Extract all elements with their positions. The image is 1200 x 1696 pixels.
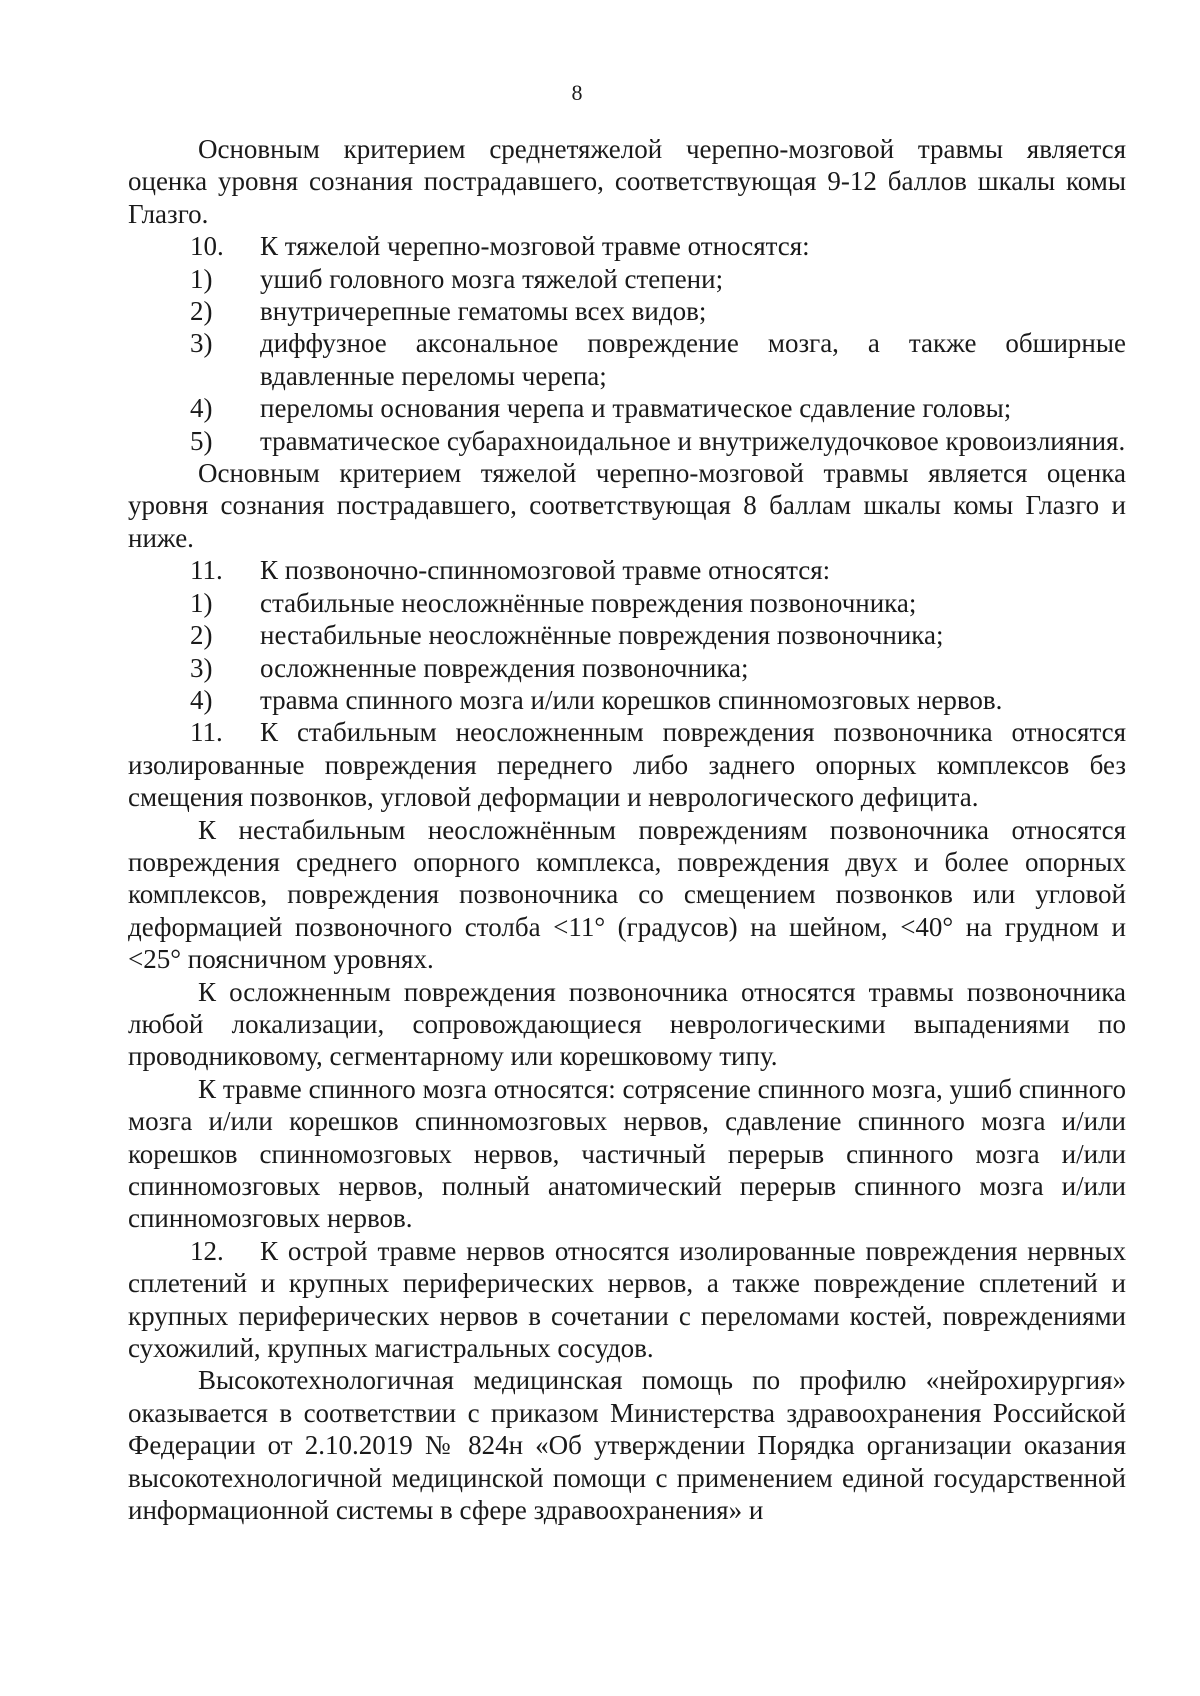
list-item-text: травматическое субарахноидальное и внутрижелудочковое кровоизлияния. [260,425,1126,456]
section-text: К стабильным неосложненным повреждения позвоночника относятся изолированные повреждения переднего либо заднего опорных комплексов без смещения позвонков, угловой деформации и неврологического дефицита. [128,717,1126,813]
list-item [128,684,1126,716]
section-number: 11. [190,717,223,748]
section-11b-paragraph [128,716,1126,813]
list-item-text: травма спинного мозга и/или корешков спинномозговых нервов. [260,684,1003,715]
list-item-number: 1) [190,587,213,618]
list-item-text: диффузное аксональное повреждение мозга, а также обширные вдавленные переломы черепа; [260,328,1126,391]
section-text: К позвоночно-спинномозговой травме относятся: [260,555,831,586]
list-item [128,263,1126,295]
list-item [128,425,1126,457]
list-item [128,652,1126,684]
list-item-number: 5) [190,425,213,456]
section-11-list [128,587,1126,717]
list-item-number: 3) [190,328,213,359]
list-item-number: 3) [190,652,213,683]
section-11-heading [128,554,1126,586]
list-item-text: переломы основания черепа и травматическое сдавление головы; [260,393,1012,424]
paragraph-unstable-injuries: К нестабильным неосложнённым повреждениям позвоночника относятся повреждения среднего опорного комплекса, повреждения двух и более опорных комплексов, повреждения позвоночника со смещением позвонков или угловой деформацией позвоночного столба <11° (градусов) на шейном, <40° на грудном и <25° поясничном уровнях. [128,814,1126,975]
list-item-number: 2) [190,620,213,651]
section-number: 10. [190,231,224,262]
list-item [128,327,1126,392]
paragraph-severe-tbi-criterion: Основным критерием тяжелой черепно-мозговой травмы является оценка уровня сознания пострадавшего, соответствующая 8 баллам шкалы комы Глазго и ниже. [128,458,1126,553]
list-item [128,295,1126,327]
section-12-paragraph [128,1235,1126,1365]
paragraph-high-tech-care: Высокотехнологичная медицинская помощь по профилю «нейрохирургия» оказывается в соответствии с приказом Министерства здравоохранения Российской Федерации от 2.10.2019 № 824н «Об утверждении Порядка организации оказания высокотехнологичной медицинской помощи с применением единой государственной информационной системы в сфере здравоохранения» и [128,1365,1126,1526]
list-item-number: 4) [190,393,213,424]
list-item-text: стабильные неосложнённые повреждения позвоночника; [260,587,917,618]
document-body [128,133,1126,1526]
list-item [128,619,1126,651]
paragraph-complicated-injuries: К осложненным повреждения позвоночника относятся травмы позвоночника любой локализации, сопровождающиеся неврологическими выпадениями по проводниковому, сегментарному или корешковому типу. [128,976,1126,1072]
list-item-text: осложненные повреждения позвоночника; [260,652,749,683]
list-item-number: 4) [190,684,213,715]
paragraph-moderate-tbi-criterion: Основным критерием среднетяжелой черепно-мозговой травмы является оценка уровня сознания пострадавшего, соответствующая 9-12 баллов шкалы комы Глазго. [128,134,1126,229]
list-item-number: 1) [190,263,213,294]
list-item-text: нестабильные неосложнённые повреждения позвоночника; [260,620,944,651]
section-10-heading [128,230,1126,262]
list-item-text: внутричерепные гематомы всех видов; [260,296,707,327]
section-10-list [128,263,1126,457]
section-text: К острой травме нервов относятся изолированные повреждения нервных сплетений и крупных периферических нервов, а также повреждение сплетений и крупных периферических нервов в сочетании с переломами костей, повреждениями сухожилий, крупных магистральных сосудов. [128,1235,1126,1364]
paragraph-spinal-cord-trauma: К травме спинного мозга относятся: сотрясение спинного мозга, ушиб спинного мозга и/или корешков спинномозговых нервов, сдавление спинного мозга и/или корешков спинномозговых нервов, частичный перерыв спинного мозга и/или спинномозговых нервов, полный анатомический перерыв спинного мозга и/или спинномозговых нервов. [128,1073,1126,1234]
list-item-text: ушиб головного мозга тяжелой степени; [260,263,724,294]
list-item [128,392,1126,424]
section-text: К тяжелой черепно-мозговой травме относятся: [260,231,810,262]
list-item-number: 2) [190,296,213,327]
page-number: 8 [571,80,583,105]
list-item [128,587,1126,619]
section-number: 11. [190,555,223,586]
section-number: 12. [190,1235,224,1266]
